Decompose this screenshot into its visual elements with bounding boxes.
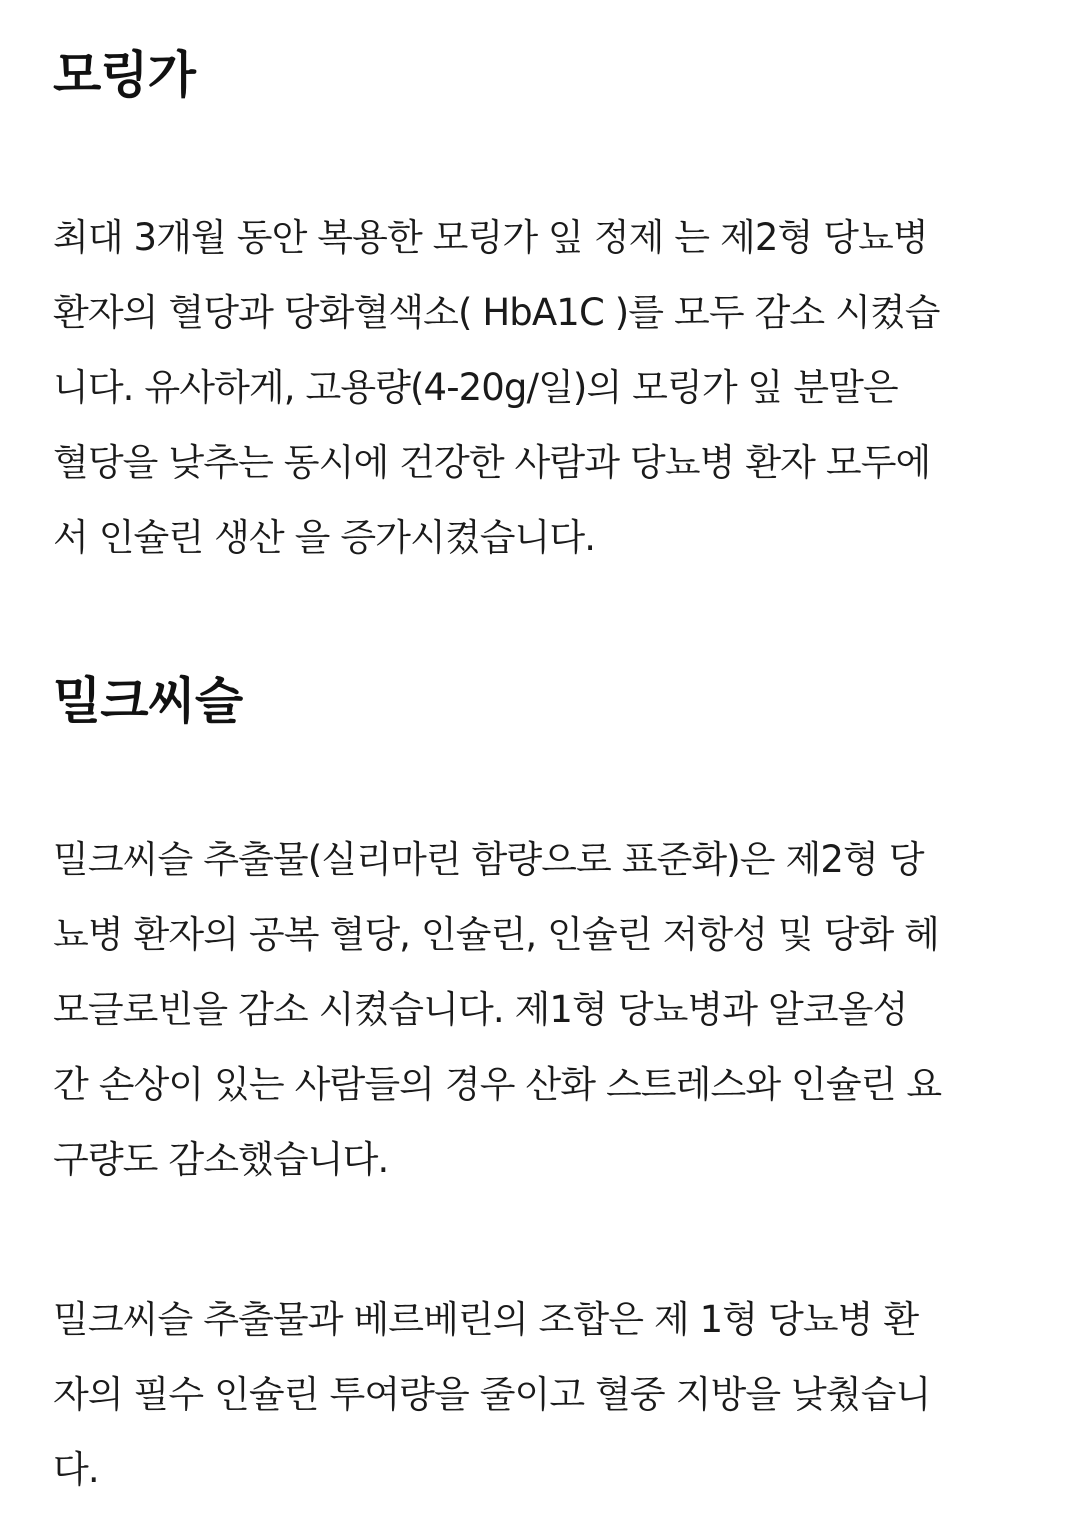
paragraph-line: 혈당을 낮추는 동시에 건강한 사람과 당뇨병 환자 모두에	[53, 441, 931, 484]
section-heading-milk-thistle: 밀크씨슬	[53, 672, 243, 730]
section-heading-moringa: 모링가	[53, 46, 195, 104]
paragraph-line: 다.	[53, 1448, 99, 1491]
paragraph-line: 밀크씨슬 추출물과 베르베린의 조합은 제 1형 당뇨병 환	[53, 1298, 919, 1341]
paragraph-line: 밀크씨슬 추출물(실리마린 함량으로 표준화)은 제2형 당	[53, 838, 924, 881]
paragraph-moringa	[53, 200, 1033, 575]
paragraph-line: 간 손상이 있는 사람들의 경우 산화 스트레스와 인슐린 요	[53, 1063, 942, 1106]
paragraph-line: 환자의 혈당과 당화혈색소( HbA1C )를 모두 감소 시켰습	[53, 291, 940, 334]
paragraph-milk-thistle-2	[53, 1282, 1033, 1507]
paragraph-line: 자의 필수 인슐린 투여량을 줄이고 혈중 지방을 낮췄습니	[53, 1373, 931, 1416]
paragraph-milk-thistle-1	[53, 822, 1033, 1197]
paragraph-line: 모글로빈을 감소 시켰습니다. 제1형 당뇨병과 알코올성	[53, 988, 908, 1031]
paragraph-line: 뇨병 환자의 공복 혈당, 인슐린, 인슐린 저항성 및 당화 헤	[53, 913, 939, 956]
paragraph-line: 최대 3개월 동안 복용한 모링가 잎 정제 는 제2형 당뇨병	[53, 216, 928, 259]
paragraph-line: 서 인슐린 생산 을 증가시켰습니다.	[53, 516, 596, 559]
paragraph-line: 구량도 감소했습니다.	[53, 1138, 389, 1181]
paragraph-line: 니다. 유사하게, 고용량(4-20g/일)의 모링가 잎 분말은	[53, 366, 898, 409]
